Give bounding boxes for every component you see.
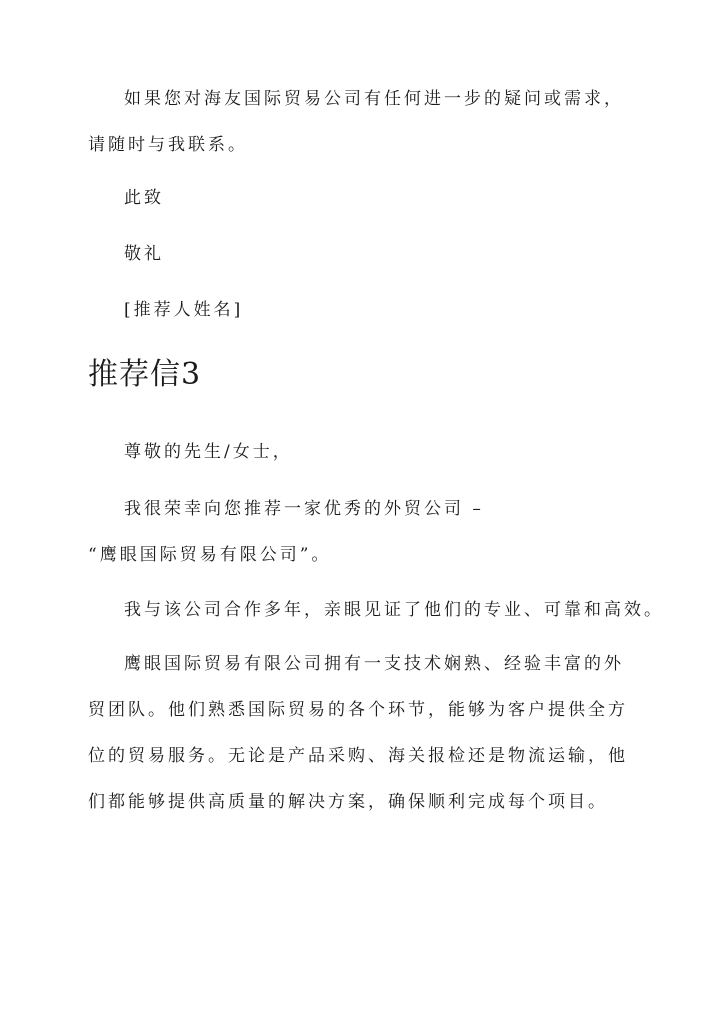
intro-line-1: 我很荣幸向您推荐一家优秀的外贸公司 – bbox=[124, 499, 484, 519]
intro-line-2: “鹰眼国际贸易有限公司”。 bbox=[88, 545, 332, 565]
closing-line-1: 此致 bbox=[124, 188, 164, 208]
signature-placeholder: [推荐人姓名] bbox=[124, 300, 244, 320]
contact-paragraph: 如果您对海友国际贸易公司有任何进一步的疑问或需求，请随时与我联系。 bbox=[88, 89, 624, 155]
closing-line-2: 敬礼 bbox=[124, 244, 164, 264]
section-heading: 推荐信3 bbox=[88, 357, 202, 392]
team-paragraph: 鹰眼国际贸易有限公司拥有一支技术娴熟、经验丰富的外贸团队。他们熟悉国际贸易的各个环节，能够为客户提供全方位的贸易服务。无论是产品采购、海关报检还是物流运输，他们都能够提供高质量的解决方案，确保顺利完成每个项目。 bbox=[88, 654, 628, 812]
cooperation-paragraph: 我与该公司合作多年，亲眼见证了他们的专业、可靠和高效。 bbox=[124, 600, 664, 620]
salutation: 尊敬的先生/女士， bbox=[124, 442, 293, 462]
